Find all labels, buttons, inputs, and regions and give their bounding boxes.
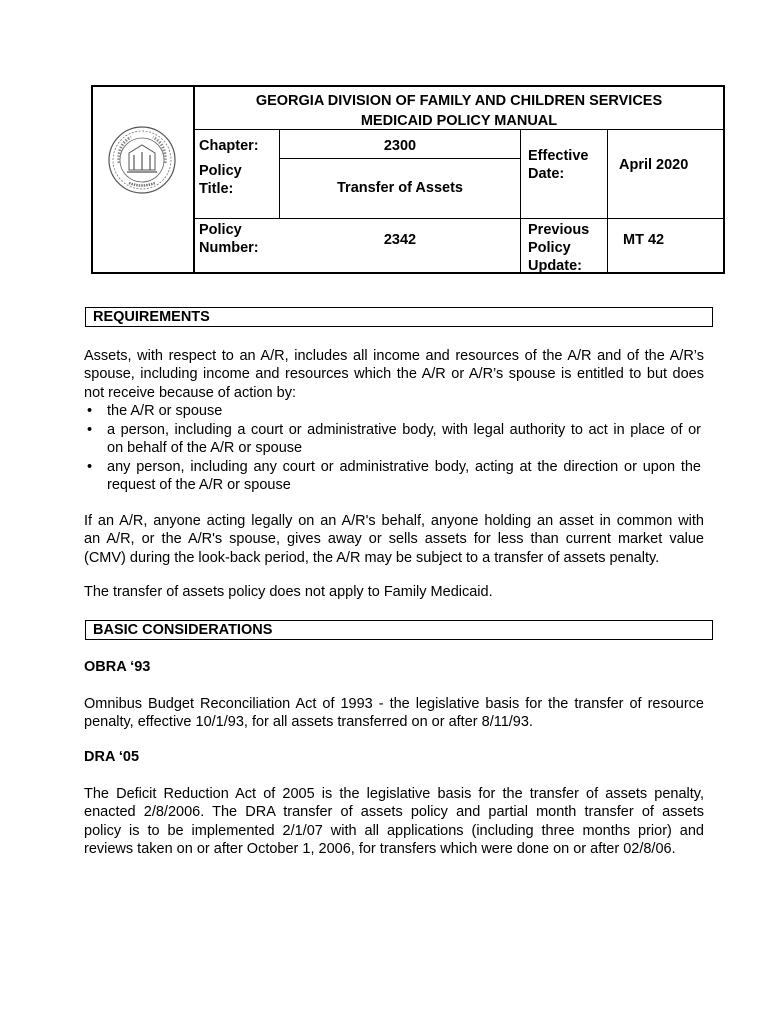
- chapter-label: Chapter:: [199, 138, 259, 154]
- obra-heading: OBRA ‘93: [84, 659, 151, 675]
- basic-considerations-heading: BASIC CONSIDERATIONS: [93, 622, 273, 638]
- basic-considerations-heading-box: [85, 620, 713, 640]
- manual-title: MEDICAID POLICY MANUAL: [360, 113, 558, 129]
- previous-update-label: Previous Policy Update:: [528, 222, 590, 274]
- org-title: GEORGIA DIVISION OF FAMILY AND CHILDREN SERVICES: [255, 93, 663, 109]
- requirements-heading: REQUIREMENTS: [93, 309, 210, 325]
- georgia-seal-icon: [107, 125, 177, 195]
- obra-paragraph: Omnibus Budget Reconciliation Act of 1993 - the legislative basis for the transfer of resource penalty, effective 10/1/93, for all assets transferred on or after 8/11/93.: [84, 696, 704, 731]
- policy-header-table: [91, 85, 725, 274]
- effective-date-label: Effective Date:: [528, 148, 589, 182]
- transfer-penalty-paragraph: If an A/R, anyone acting legally on an A/R's behalf, anyone holding an asset in common with an A/R, or the A/R's spouse, gives away or sells assets for less than current market value (CMV) during the look-back period, the A/R may be subject to a transfer of assets penalty.: [84, 513, 704, 566]
- requirements-heading-box: [85, 307, 713, 327]
- effective-date-value: April 2020: [619, 157, 689, 173]
- dra-paragraph: The Deficit Reduction Act of 2005 is the legislative basis for the transfer of assets penalty, enacted 2/8/2006. The DRA transfer of assets policy and partial month transfer of assets policy is to be implemented 2/1/07 with all applications (including three months prior) and reviews taken on or after October 1, 2006, for transfers which were done on or after 02/8/06.: [84, 786, 704, 858]
- policy-title-label: Policy Title:: [199, 163, 242, 197]
- seal-cell: [93, 87, 195, 272]
- requirements-intro: Assets, with respect to an A/R, includes all income and resources of the A/R and of the A/R’s spouse, including income and resources which the A/R or A/R’s spouse is entitled to but does not receive because of action by:: [84, 348, 704, 401]
- previous-update-value: MT 42: [623, 232, 665, 248]
- policy-number-value: 2342: [383, 232, 417, 248]
- dra-heading: DRA ‘05: [84, 749, 140, 765]
- document-page: GEORGIA DIVISION OF FAMILY AND CHILDREN SERVICES MEDICAID POLICY MANUAL Chapter: 2300 Policy Title: Transfer of Assets Policy Number: 2342 Effective Date: April 2020 Previous Policy Update: MT 42 REQUIREMENTS Assets, with respect to an A/R, includes all income and resources of the A/R and of the A/R’s spouse, including income and resources which the A/R or A/R’s spouse is entitled to but does not receive because of action by: • the A/R or spouse • a person, including a court or administrative body, with legal authority to act in place of or on behalf of the A/R or spouse • any person, including any court or administrative body, acting at the direction or upon the request of the A/R or spouse If an A/R, anyone acting legally on an A/R's behalf, anyone holding an asset in common with an A/R, or the A/R's spouse, gives away or sells assets for less than current market value (CMV) during the look-back period, the A/R may be subject to a transfer of assets penalty. The transfer of assets policy does not apply to Family Medicaid. BASIC CONSIDERATIONS OBRA ‘93 Omnibus Budget Reconciliation Act of 1993 - the legislative basis for the transfer of resource penalty, effective 10/1/93, for all assets transferred on or after 8/11/93. DRA ‘05 The Deficit Reduction Act of 2005 is the legislative basis for the transfer of assets penalty, enacted 2/8/2006. The DRA transfer of assets policy and partial month transfer of assets policy is to be implemented 2/1/07 with all applications (including three months prior) and reviews taken on or after October 1, 2006, for transfers which were done on or after 02/8/06.: [0, 0, 770, 1024]
- policy-number-label: Policy Number:: [199, 222, 259, 256]
- family-medicaid-paragraph: The transfer of assets policy does not apply to Family Medicaid.: [84, 584, 493, 600]
- policy-title-value: Transfer of Assets: [337, 180, 463, 196]
- chapter-value: 2300: [383, 138, 417, 154]
